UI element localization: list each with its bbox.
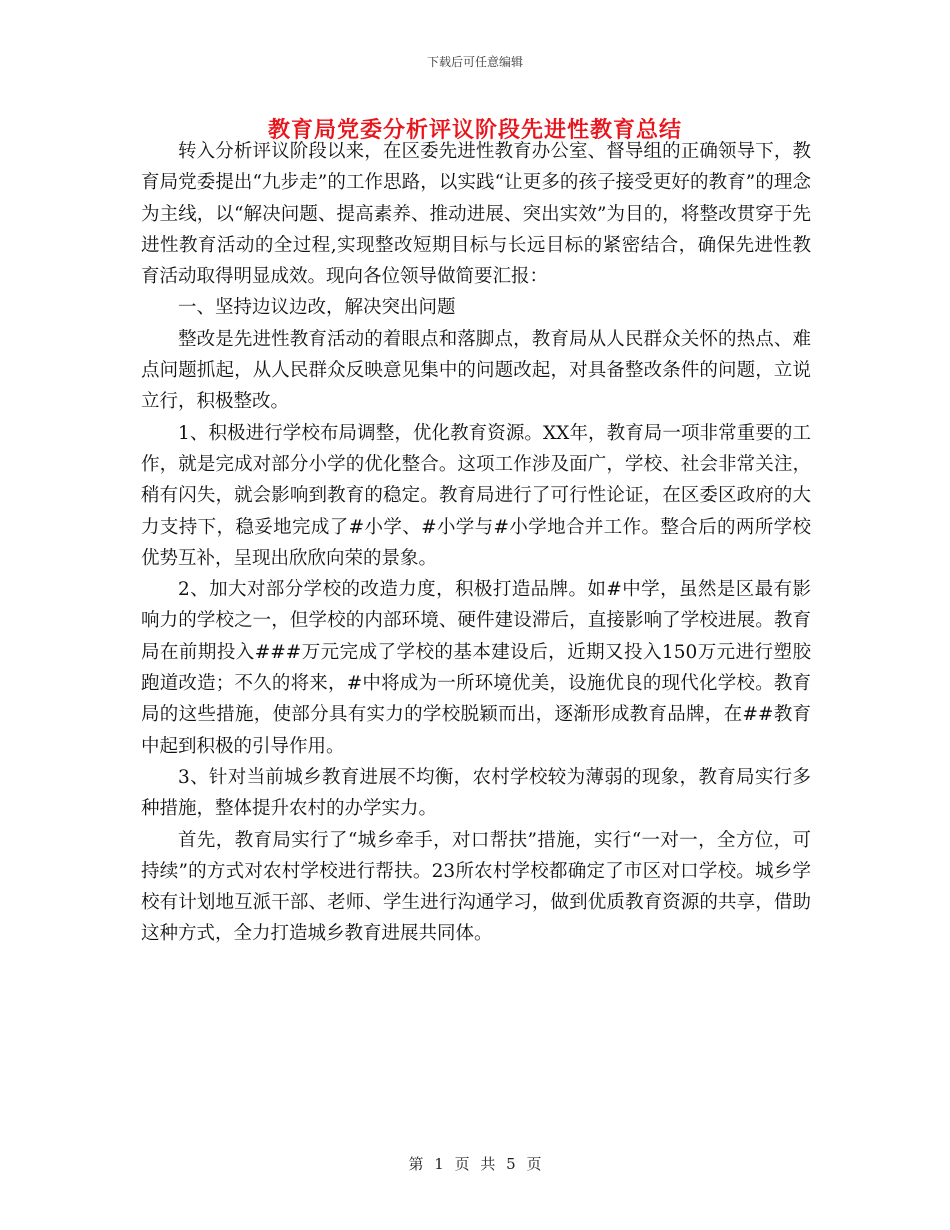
document-body (141, 136, 811, 950)
intro-paragraph: 转入分析评议阶段以来，在区委先进性教育办公室、督导组的正确领导下，教育局党委提出“九步走”的工作思路，以实践“让更多的孩子接受更好的教育”的理念为主线，以“解决问题、提高素养、推动进展、突出实效”为目的，将整改贯穿于先进性教育活动的全过程,实现整改短期目标与长远目标的紧密结合，确保先进性教育活动取得明显成效。现向各位领导做简要汇报： (141, 141, 811, 288)
document-title: 教育局党委分析评议阶段先进性教育总结 (267, 117, 682, 143)
section-heading: 一、坚持边议边改，解决突出问题 (178, 297, 456, 319)
page-number-footer: 第 1 页 共 5 页 (408, 1155, 542, 1173)
body-paragraph: 3、针对当前城乡教育进展不均衡，农村学校较为薄弱的现象，教育局实行多种措施，整体提升农村的办学实力。 (141, 766, 811, 820)
body-paragraph: 2、加大对部分学校的改造力度，积极打造品牌。如#中学，虽然是区最有影响力的学校之一，但学校的内部环境、硬件建设滞后，直接影响了学校进展。教育局在前期投入###万元完成了学校的基本建设后，近期又投入150万元进行塑胶跑道改造；不久的将来，#中将成为一所环境优美，设施优良的现代化学校。教育局的这些措施，使部分具有实力的学校脱颖而出，逐渐形成教育品牌，在##教育中起到积极的引导作用。 (141, 579, 811, 757)
body-paragraph: 整改是先进性教育活动的着眼点和落脚点，教育局从人民群众关怀的热点、难点问题抓起，从人民群众反映意见集中的问题改起，对具备整改条件的问题，立说立行，积极整改。 (141, 328, 811, 413)
page-header-note: 下载后可任意编辑 (426, 55, 523, 69)
body-paragraph: 1、积极进行学校布局调整，优化教育资源。XX年，教育局一项非常重要的工作，就是完成对部分小学的优化整合。这项工作涉及面广，学校、社会非常关注，稍有闪失，就会影响到教育的稳定。教育局进行了可行性论证，在区委区政府的大力支持下，稳妥地完成了#小学、#小学与#小学地合并工作。整合后的两所学校优势互补，呈现出欣欣向荣的景象。 (141, 422, 811, 569)
body-paragraph: 首先，教育局实行了“城乡牵手，对口帮扶”措施，实行“一对一，全方位，可持续”的方式对农村学校进行帮扶。23所农村学校都确定了市区对口学校。城乡学校有计划地互派干部、老师、学生进行沟通学习，做到优质教育资源的共享，借助这种方式，全力打造城乡教育进展共同体。 (141, 829, 811, 945)
